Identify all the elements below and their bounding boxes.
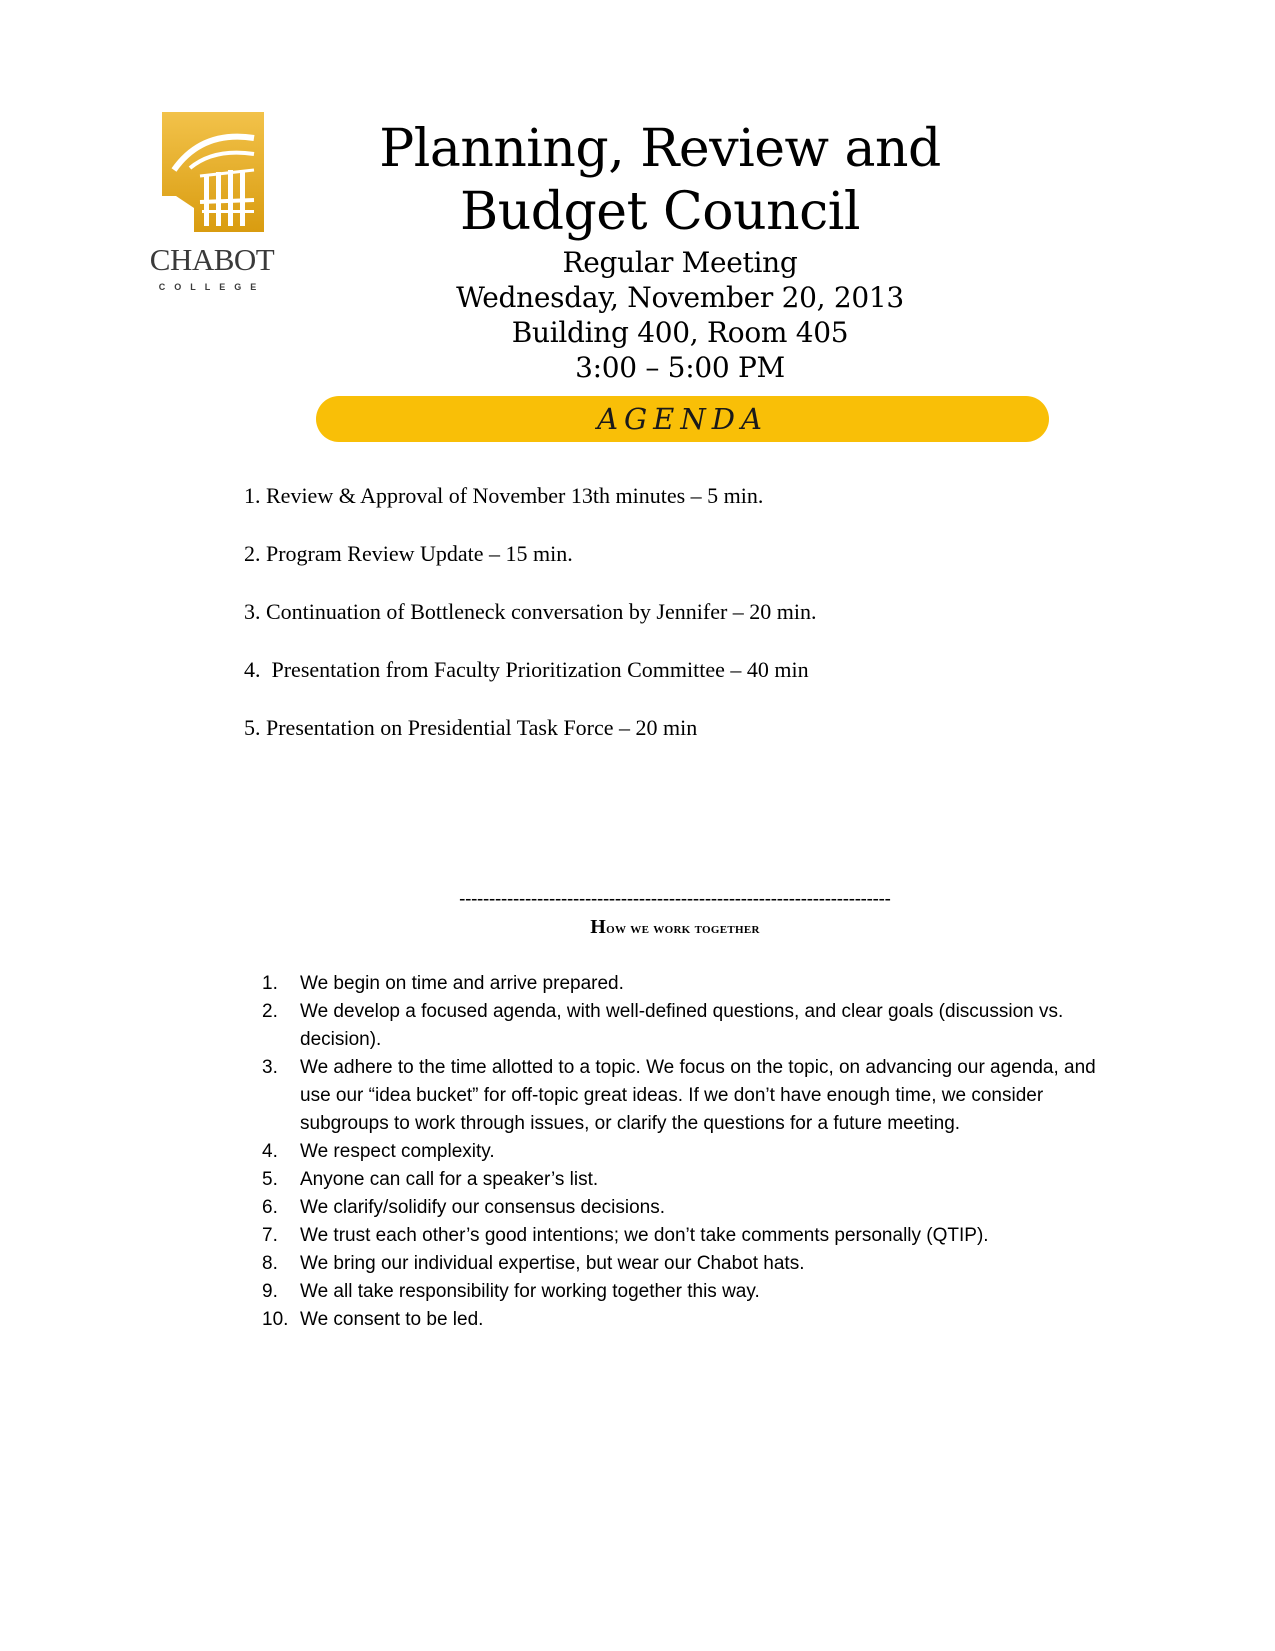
heading-initial: H [590,916,607,938]
logo-subtitle: COLLEGE [158,282,266,292]
meeting-location: Building 400, Room 405 [511,316,849,349]
rule-text: We adhere to the time allotted to a topic. We focus on the topic, on advancing our agenda, and use our “idea bucket” for off-topic great ideas. If we don’t have enough time, we consider subgroups to work through issues, or clarify the questions for a future meeting. [300,1057,1096,1134]
rule-number: 10. [262,1309,289,1330]
how-we-work-heading [350,916,1000,939]
rule-text: We clarify/solidify our consensus decisions. [300,1197,666,1218]
chabot-college-logo [142,110,282,295]
meeting-type: Regular Meeting [562,246,798,279]
rule-item [262,1166,1102,1194]
heading-rest: ow we work together [606,921,760,937]
rule-number: 1. [262,973,278,994]
rule-item [262,1278,1102,1306]
rule-text: We bring our individual expertise, but wear our Chabot hats. [300,1253,805,1274]
meeting-date: Wednesday, November 20, 2013 [456,281,904,314]
agenda-item: 5. Presentation on Presidential Task Force – 20 min [244,715,698,740]
rule-item [262,1138,1102,1166]
rule-text: We all take responsibility for working together this way. [300,1281,760,1302]
logo-wordmark: CHABOT [149,242,275,277]
rule-item [262,1306,1102,1334]
agenda-banner [316,396,1049,442]
rule-item [262,1250,1102,1278]
rule-item [262,1222,1102,1250]
title-line-2: Budget Council [460,182,860,242]
rule-number: 2. [262,1001,278,1022]
rule-text: Anyone can call for a speaker’s list. [300,1169,599,1190]
title-line-1: Planning, Review and [379,119,941,179]
rule-item [262,998,1102,1054]
meeting-time: 3:00 – 5:00 PM [575,351,785,384]
agenda-label: AGENDA [597,402,768,436]
rule-text: We respect complexity. [300,1141,495,1162]
page-title [340,118,980,244]
rule-item [262,1194,1102,1222]
rule-text: We begin on time and arrive prepared. [300,973,624,994]
agenda-item: 3. Continuation of Bottleneck conversation by Jennifer – 20 min. [244,599,817,624]
agenda-list [244,481,1144,771]
chabot-building-emblem-icon [142,110,282,240]
agenda-item: 4. Presentation from Faculty Prioritization Committee – 40 min [244,657,809,682]
working-rules-list [262,970,1102,1334]
rule-number: 9. [262,1281,278,1302]
agenda-item: 1. Review & Approval of November 13th minutes – 5 min. [244,483,764,508]
rule-text: We consent to be led. [300,1309,484,1330]
section-divider: ------------------------------------------------------------------------ [459,888,891,908]
rule-number: 6. [262,1197,278,1218]
rule-number: 7. [262,1225,278,1246]
agenda-item: 2. Program Review Update – 15 min. [244,541,573,566]
rule-number: 4. [262,1141,278,1162]
rule-number: 3. [262,1057,278,1078]
rule-item [262,1054,1102,1138]
rule-item [262,970,1102,998]
rule-text: We trust each other’s good intentions; we don’t take comments personally (QTIP). [300,1225,989,1246]
rule-number: 8. [262,1253,278,1274]
rule-number: 5. [262,1169,278,1190]
meeting-details [400,245,960,385]
rule-text: We develop a focused agenda, with well-defined questions, and clear goals (discussion vs. decision). [300,1001,1064,1050]
